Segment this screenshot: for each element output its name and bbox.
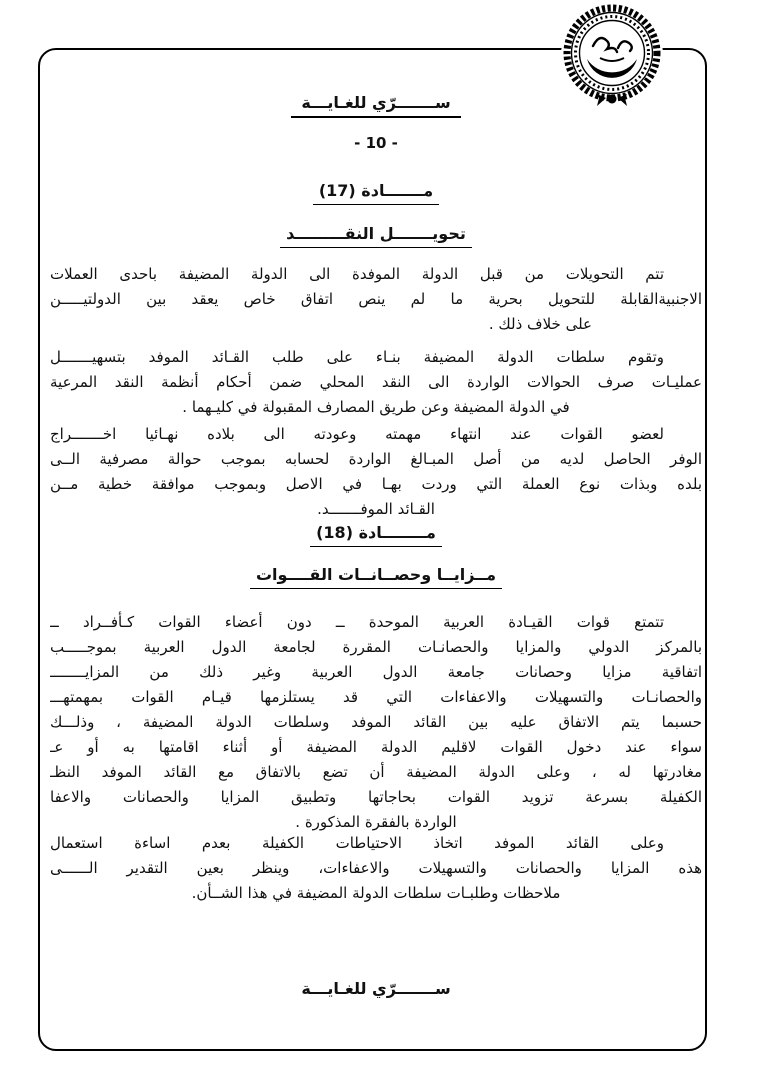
paragraph-line: اتفاقية مزايا وحصانات جامعة الدول العربية وغير ذلك من المزايــــــــ bbox=[50, 663, 702, 681]
article17-subtitle-row bbox=[50, 224, 702, 248]
article17-paragraph-3 bbox=[50, 422, 702, 522]
paragraph-line: مغادرتها له ، وعلى الدولة المضيفة أن تضع بالاتفاق مع القائد الموفد النظـ bbox=[50, 763, 702, 781]
article17-paragraph-2 bbox=[50, 345, 702, 420]
paragraph-line: الكفيلة بسرعة تزويد القوات بحاجاتها وتطبيق المزايا والحصانات والاعفا bbox=[50, 788, 702, 806]
classification-bottom: ســـــــرّي للغـايـــة bbox=[301, 979, 451, 998]
paragraph-line: وعلى القائد الموفد اتخاذ الاحتياطات الكفيلة بعدم اساءة استعمال bbox=[50, 834, 664, 852]
paragraph-line: تتم التحويلات من قبل الدولة الموفدة الى الدولة المضيفة باحدى العملات bbox=[50, 265, 664, 283]
classification-top: ســـــــرّي للغـايـــة bbox=[291, 93, 460, 118]
paragraph-line: والحصانـات والتسهيلات والاعفاءات التي قد يستلزمها قيـام القوات بمهمتهـــ bbox=[50, 688, 702, 706]
paragraph-line: تتمتع قوات القيـادة العربية الموحدة ــ دون أعضاء القوات كـأفــراد ــ bbox=[50, 613, 664, 631]
article17-title: مـــــــادة (17) bbox=[313, 181, 439, 205]
paragraph-line: الواردة بالفقرة المذكورة . bbox=[295, 813, 457, 831]
paragraph-line: الاجنبيةالقابلة للتحويل بحرية ما لم ينص اتفاق خاص يعقد بين الدولتيـــــن bbox=[50, 290, 702, 308]
page-number: - 10 - bbox=[354, 134, 398, 152]
article18-title-row bbox=[50, 523, 702, 547]
footer-classification-row bbox=[50, 979, 702, 1002]
paragraph-line: القـائد الموفـــــــد. bbox=[317, 500, 435, 518]
paragraph-line: لعضو القوات عند انتهاء مهمته وعودته الى بلاده نهـائيا اخـــــــراج bbox=[50, 425, 664, 443]
paragraph-line: حسبما يتم الاتفاق عليه بين القائد الموفد وسلطات الدولة المضيفة ، وذلـــك bbox=[50, 713, 702, 731]
paragraph-line: ملاحظات وطلبـات سلطات الدولة المضيفة في هذا الشــأن. bbox=[191, 884, 561, 902]
article18-paragraph-2 bbox=[50, 831, 702, 906]
paragraph-line: بلده وبذات نوع العملة التي وردت بهـا في الاصل وبموجب موافقة خطية مــن bbox=[50, 475, 702, 493]
article18-paragraph-1 bbox=[50, 610, 702, 835]
paragraph-line: هذه المزايا والحصانات والتسهيلات والاعفاءات، وينظر بعين التقدير الــــــى bbox=[50, 859, 702, 877]
paragraph-line: سواء عند دخول القوات لاقليم الدولة المضيفة أو أثناء اقامتها به أو عـ bbox=[50, 738, 702, 756]
paragraph-line: على خلاف ذلك . bbox=[488, 315, 592, 333]
article18-subtitle: مــزايــا وحصــانــات القــــوات bbox=[250, 565, 502, 589]
paragraph-line: في الدولة المضيفة وعن طريق المصارف المقبولة في كليـهما . bbox=[182, 398, 570, 416]
paragraph-line: عمليـات صرف الحوالات الواردة الى النقد المحلي ضمن أحكام أنظمة النقد المرعية bbox=[50, 373, 702, 391]
article17-title-row bbox=[50, 181, 702, 205]
article17-subtitle: تحويـــــــل النقـــــــــد bbox=[280, 224, 472, 248]
paragraph-line: الوفر الحاصل لديه من أصل المبـالغ الواردة لحسابه بموجب حوالة مصرفية الــى bbox=[50, 450, 702, 468]
page-number-row bbox=[50, 133, 702, 152]
header-classification-row bbox=[50, 93, 702, 118]
paragraph-line: بالمركز الدولي والمزايا والحصانـات المقررة لجامعة الدول العربية بموجـــــب bbox=[50, 638, 702, 656]
article17-paragraph-1 bbox=[50, 262, 702, 337]
paragraph-line: وتقوم سلطات الدولة المضيفة بنـاء على طلب القـائد الموفد بتسهيـــــــل bbox=[50, 348, 664, 366]
article18-subtitle-row bbox=[50, 565, 702, 589]
article18-title: مــــــــادة (18) bbox=[310, 523, 442, 547]
